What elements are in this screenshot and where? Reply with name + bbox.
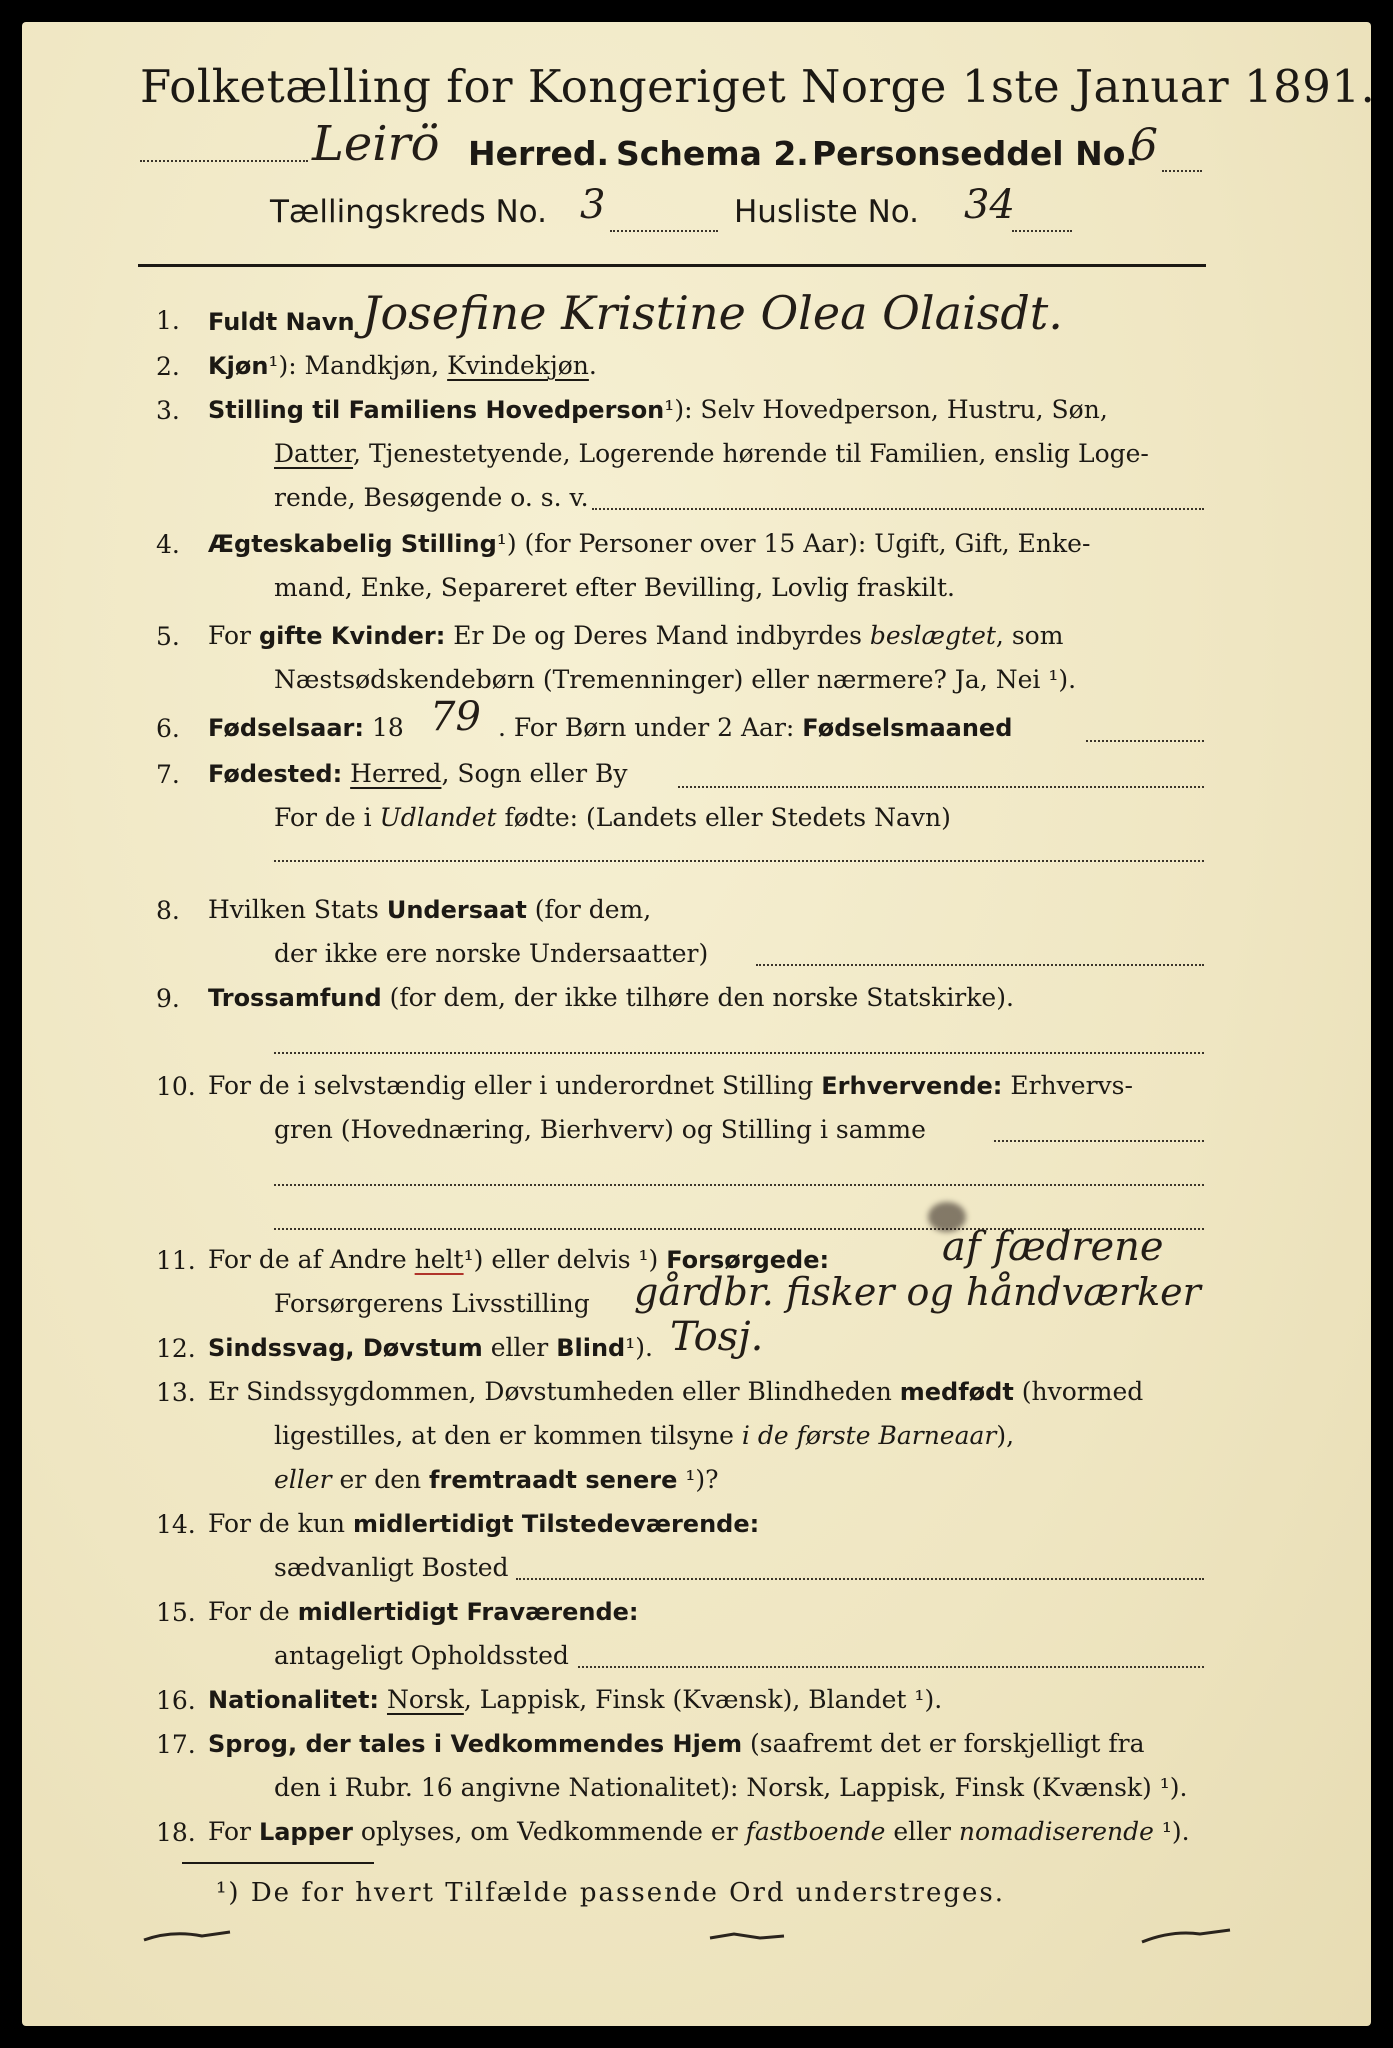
q11-mid: ¹) eller delvis ¹) (463, 1245, 659, 1274)
q1-name-handwritten: Josefine Kristine Olea Olaisdt. (362, 286, 1063, 340)
q3-rest1: ): Selv Hovedperson, Hustru, Søn, (674, 395, 1108, 424)
q18-rest-a: oplyses, om Vedkommende er (360, 1817, 738, 1846)
q13-rest3i: eller (274, 1465, 332, 1494)
q4-sup: ¹ (496, 529, 507, 558)
q6-line (208, 714, 404, 742)
q6-year-pre: 18 (371, 713, 404, 742)
q10-dotted-line2 (274, 1184, 1204, 1186)
q13-line3 (274, 1466, 719, 1494)
item-number-17: 17. (156, 1730, 196, 1759)
schema-label: Schema 2. (616, 134, 809, 173)
q13-rest1: (hvormed (1021, 1377, 1144, 1406)
item-number-4: 4. (156, 530, 180, 559)
q17-line1 (208, 1730, 1145, 1758)
q6-rest: . For Børn under 2 Aar: (498, 713, 795, 742)
q10-dotted-line1 (994, 1140, 1204, 1142)
husliste-handwritten: 34 (964, 182, 1015, 228)
q11-label: Forsørgede: (666, 1246, 830, 1274)
q9-dotted-line (274, 1052, 1204, 1054)
q16-label: Nationalitet: (208, 1686, 380, 1714)
q16-line (208, 1686, 942, 1714)
item-number-12: 12. (156, 1334, 196, 1363)
q7-label: Fødested: (208, 760, 343, 788)
q14-label: midlertidigt Tilstedeværende: (352, 1510, 760, 1538)
personseddel-handwritten: 6 (1130, 120, 1158, 171)
q18-rest-i1: fastboende (745, 1817, 886, 1846)
q11-pre: For de af Andre (208, 1245, 407, 1274)
q5-line1 (208, 622, 1063, 650)
q12-end: ¹). (625, 1333, 653, 1362)
q16-rest: , Lappisk, Finsk (Kvænsk), Blandet ¹). (463, 1685, 943, 1714)
q4-label: Ægteskabelig Stilling (208, 530, 497, 558)
item-number-15: 15. (156, 1598, 196, 1627)
q14-dotted-line (516, 1578, 1204, 1580)
item-number-3: 3. (156, 396, 180, 425)
q12-rest: eller (490, 1333, 549, 1362)
q14-line2: sædvanligt Bosted (274, 1553, 509, 1582)
q12-line (208, 1334, 653, 1362)
item-number-8: 8. (156, 896, 180, 925)
item-number-7: 7. (156, 760, 180, 789)
q4-rest1: ) (for Personer over 15 Aar): Ugift, Gift, Enke- (506, 529, 1091, 558)
q3-dotted-line (592, 508, 1204, 510)
q7-line2 (274, 804, 951, 832)
herred-handwritten: Leirö (312, 116, 440, 172)
q2-text (208, 352, 597, 380)
q3-sup: ¹ (664, 395, 675, 424)
q5-line2: Næstsødskendebørn (Tremenninger) eller nærmere? Ja, Nei ¹). (274, 665, 1077, 694)
q7-rest2b: fødte: (Landets eller Stedets Navn) (504, 803, 951, 832)
q8-line1 (208, 896, 651, 924)
husliste-label: Husliste No. (734, 194, 920, 230)
q5-rest1b: , som (995, 621, 1064, 650)
q15-label: midlertidigt Fraværende: (297, 1598, 639, 1626)
header-rule (138, 264, 1206, 267)
q4-line2: mand, Enke, Separeret efter Bevilling, Lovlig fraskilt. (274, 573, 955, 602)
ornament-flourishes (132, 1918, 1242, 1958)
q1-label: Fuldt Navn (208, 308, 355, 336)
q2-end: . (588, 351, 597, 380)
q18-pre: For (208, 1817, 251, 1846)
q11-line2: Forsørgerens Livsstilling (274, 1289, 590, 1318)
q8-pre: Hvilken Stats (208, 895, 379, 924)
q7-line1 (208, 760, 628, 788)
q18-label: Lapper (258, 1818, 353, 1846)
q7-dotted-line1 (678, 786, 1204, 788)
q7-rest2i: Udlandet (379, 803, 497, 832)
q18-rest-c: ¹). (1161, 1817, 1190, 1846)
item-number-14: 14. (156, 1510, 196, 1539)
q13-pre: Er Sindssygdommen, Døvstumheden eller Blindheden (208, 1377, 892, 1406)
q12-handwritten: Tosj. (670, 1314, 764, 1360)
q2-rest: ): Mandkjøn, (278, 351, 440, 380)
item-number-18: 18. (156, 1818, 196, 1847)
item-number-13: 13. (156, 1378, 196, 1407)
q17-line2: den i Rubr. 16 angivne Nationalitet): Norsk, Lappisk, Finsk (Kvænsk) ¹). (274, 1773, 1188, 1802)
q18-line (208, 1818, 1190, 1846)
q13-rest2a: ligestilles, at den er kommen tilsyne (274, 1421, 734, 1450)
q15-pre: For de (208, 1597, 290, 1626)
item-number-1: 1. (156, 306, 180, 335)
q9-rest: (for dem, der ikke tilhøre den norske Statskirke). (389, 983, 1014, 1012)
q10-label: Erhvervende: (821, 1072, 1003, 1100)
item-number-5: 5. (156, 622, 180, 651)
q7-rest1: , Sogn eller By (441, 759, 628, 788)
item-number-16: 16. (156, 1686, 196, 1715)
q2-option-selected: Kvindekjøn (447, 351, 589, 380)
q13-line1 (208, 1378, 1143, 1406)
q15-dotted-line (578, 1666, 1204, 1668)
q2-sup: ¹ (268, 351, 279, 380)
q5-pre: For (208, 621, 251, 650)
q5-label: gifte Kvinder: (258, 622, 446, 650)
q5-rest1a: Er De og Deres Mand indbyrdes (453, 621, 862, 650)
q5-rest1i: beslægtet (869, 621, 996, 650)
q13-label2: fremtraadt senere (429, 1466, 678, 1494)
q7-option-selected: Herred (350, 759, 442, 788)
q4-line1 (208, 530, 1090, 558)
q3-rest2: , Tjenestetyende, Logerende hørende til Familien, enslig Loge- (353, 439, 1149, 468)
footnote: ¹) De for hvert Tilfælde passende Ord understreges. (216, 1878, 1006, 1908)
kreds-handwritten: 3 (580, 182, 606, 228)
q16-option-selected: Norsk (386, 1685, 464, 1714)
q10-line2: gren (Hovednæring, Bierhverv) og Stilling i samme (274, 1115, 926, 1144)
q6-dotted-line (1086, 740, 1204, 742)
q18-rest-b: eller (893, 1817, 951, 1846)
q3-label: Stilling til Familiens Hovedperson (208, 396, 665, 424)
q12-label2: Blind (556, 1334, 626, 1362)
q13-rest3a: er den (339, 1465, 422, 1494)
item-number-11: 11. (156, 1246, 196, 1275)
q6-label: Fødselsaar: (208, 714, 364, 742)
q13-label: medfødt (899, 1378, 1014, 1406)
q9-line (208, 984, 1014, 1012)
q15-line2: antageligt Opholdssted (274, 1641, 569, 1670)
q13-line2 (274, 1422, 1014, 1450)
q3-line2 (274, 440, 1149, 468)
q2-label: Kjøn (208, 352, 269, 380)
item-number-10: 10. (156, 1072, 196, 1101)
personseddel-label: Personseddel No. (812, 134, 1138, 173)
kreds-dotted-line (610, 230, 718, 232)
q18-rest-i2: nomadiserende (958, 1817, 1154, 1846)
q7-rest2a: For de i (274, 803, 372, 832)
q15-line1 (208, 1598, 639, 1626)
census-form (22, 22, 1376, 2026)
q13-rest3b: ¹)? (685, 1465, 719, 1494)
husliste-dotted-line (1012, 230, 1072, 232)
q3-line3: rende, Besøgende o. s. v. (274, 483, 589, 512)
q13-rest2b: ), (996, 1421, 1015, 1450)
q11-handwritten-occupation: gårdbr. fisker og håndværker (634, 1270, 1201, 1314)
q10-rest1b: Erhvervs- (1010, 1071, 1133, 1100)
form-title: Folketælling for Kongeriget Norge 1ste Januar 1891. (140, 60, 1376, 113)
q8-line2: der ikke ere norske Undersaatter) (274, 939, 709, 968)
q7-dotted-line2 (274, 860, 1204, 862)
item-number-6: 6. (156, 714, 180, 743)
q10-line1 (208, 1072, 1133, 1100)
q17-rest1: (saafremt det er forskjelligt fra (750, 1729, 1145, 1758)
q12-label: Sindssvag, Døvstum (208, 1334, 483, 1362)
item-number-2: 2. (156, 352, 180, 381)
herred-dotted-line (140, 160, 308, 162)
q17-label: Sprog, der tales i Vedkommendes Hjem (208, 1730, 743, 1758)
q6-label2: Fødselsmaaned (802, 714, 1013, 742)
q8-rest1: (for dem, (534, 895, 652, 924)
q6-rest-line (498, 714, 1012, 742)
kreds-label: Tællingskreds No. (270, 194, 547, 230)
q13-rest2i: i de første Barneaar (741, 1421, 997, 1450)
q14-line1 (208, 1510, 759, 1538)
q14-pre: For de kun (208, 1509, 346, 1538)
q6-year-handwritten: 79 (430, 694, 481, 740)
q9-label: Trossamfund (208, 984, 382, 1012)
herred-label: Herred. (468, 134, 610, 173)
item-number-9: 9. (156, 984, 180, 1013)
q8-label: Undersaat (386, 896, 527, 924)
q10-rest1a: For de i selvstændig eller i underordnet Stilling (208, 1071, 814, 1100)
q3-option-selected: Datter (274, 439, 354, 468)
q3-line1 (208, 396, 1108, 424)
personseddel-dotted-line (1162, 170, 1202, 172)
q11-option-selected: helt (414, 1245, 464, 1274)
footnote-rule (182, 1862, 374, 1864)
q11-handwritten-provider: af fædrene (942, 1224, 1164, 1270)
q8-dotted-line (756, 964, 1204, 966)
